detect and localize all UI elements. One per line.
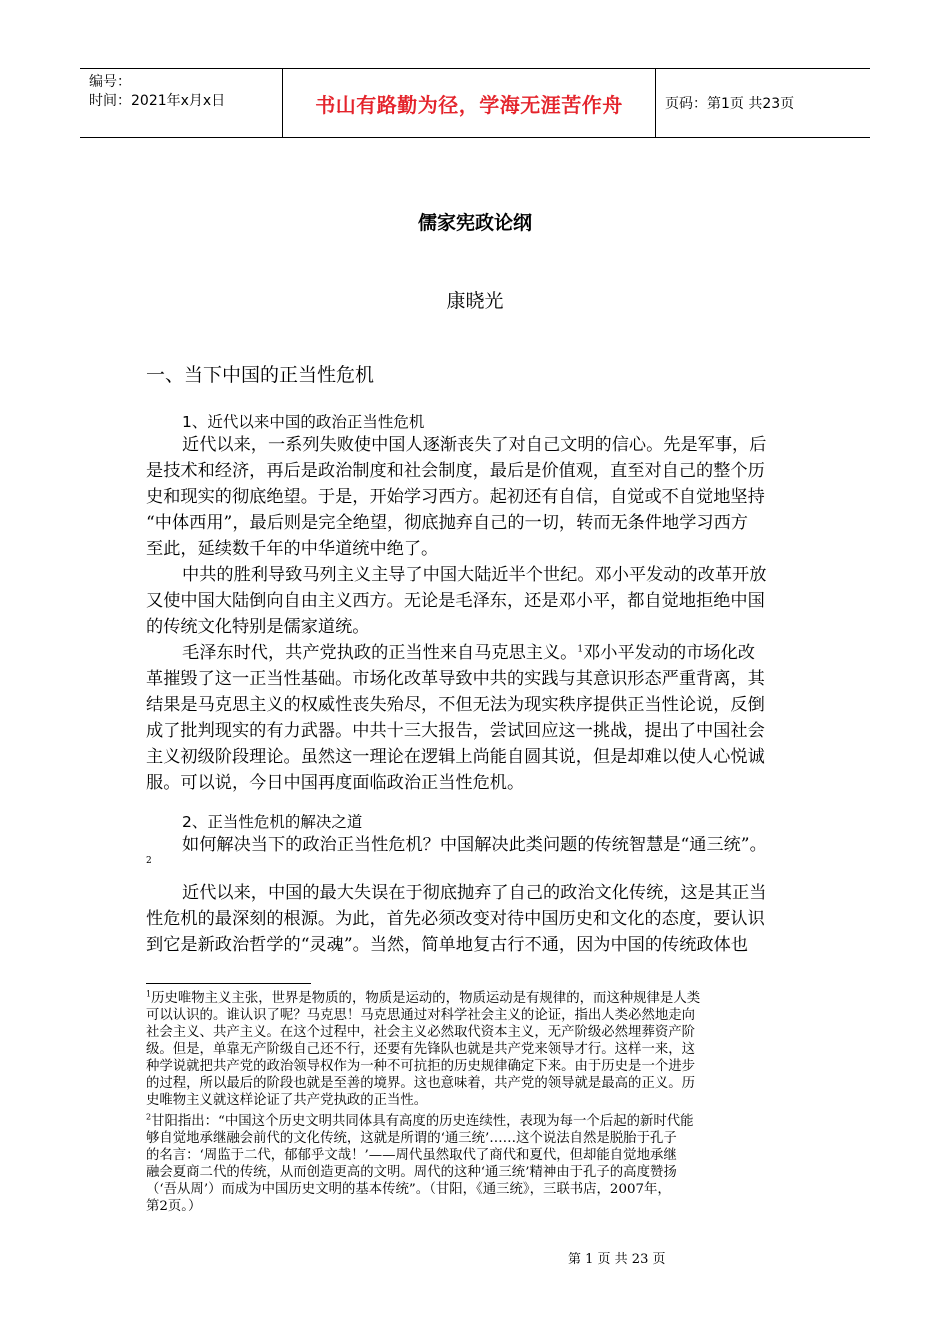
body-line: 革摧毁了这一正当性基础。市场化改革导致中共的实践与其意识形态严重背离，其 — [146, 669, 765, 689]
subsection-heading: 2、正当性危机的解决之道 — [182, 813, 363, 831]
body-line: 中共的胜利导致马列主义主导了中国大陆近半个世纪。邓小平发动的改革开放 — [182, 565, 767, 585]
body-text: 毛泽东时代，共产党执政的正当性来自马克思主义。 — [182, 643, 578, 663]
body-line: 史和现实的彻底绝望。于是，开始学习西方。起初还有自信，自觉或不自觉地坚持 — [146, 487, 765, 507]
header-page-info: 页码：第1页 共23页 — [665, 96, 795, 112]
footnote-line: 的名言：‘周监于二代，郁郁乎文哉！’——周代虽然取代了商代和夏代，但却能自觉地承继 — [146, 1148, 677, 1163]
footnote-text: 甘阳指出：“中国这个历史文明共同体具有高度的历史连续性，表现为每一个后起的新时代能 — [151, 1114, 694, 1129]
body-line: “中体西用”，最后则是完全绝望，彻底抛弃自己的一切，转而无条件地学习西方 — [146, 513, 748, 533]
footnote-number: 2 — [146, 1112, 152, 1122]
number-label: 编号： — [89, 74, 131, 90]
footnote-text: 历史唯物主义主张，世界是物质的，物质是运动的，物质运动是有规律的，而这种规律是人类 — [151, 991, 701, 1006]
footnote-line: （‘吾从周’）而成为中国历史文明的基本传统”。（甘阳，《通三统》，三联书店，2007年， — [146, 1182, 671, 1197]
footnote-separator — [146, 983, 311, 984]
body-text: 邓小平发动的市场化改 — [583, 643, 755, 663]
header-divider — [655, 69, 656, 137]
body-line: 至此，延续数千年的中华道统中绝了。 — [146, 539, 439, 559]
footnote-line: 够自觉地承继融会前代的文化传统，这就是所谓的‘通三统’……这个说法自然是脱胎于孔子 — [146, 1131, 677, 1146]
section-heading: 一、当下中国的正当性危机 — [146, 364, 375, 386]
footnote-line — [146, 1113, 694, 1130]
footnote-line — [146, 990, 700, 1007]
footnote-line: 第2页。） — [146, 1199, 202, 1214]
document-header — [80, 68, 870, 138]
document-author: 康晓光 — [446, 290, 504, 312]
footnote-ref[interactable]: 1 — [577, 644, 584, 655]
footnote-line: 种学说就把共产党的政治领导权作为一种不可抗拒的历史规律确定下来。由于历史是一个进步 — [146, 1059, 696, 1074]
subsection-heading: 1、近代以来中国的政治正当性危机 — [182, 413, 425, 431]
document-title: 儒家宪政论纲 — [417, 212, 532, 234]
body-line: 结果是马克思主义的权威性丧失殆尽，不但无法为现实秩序提供正当性论说，反倒 — [146, 695, 765, 715]
body-line: 性危机的最深刻的根源。为此，首先必须改变对待中国历史和文化的态度，要认识 — [146, 909, 765, 929]
header-motto: 书山有路勤为径，学海无涯苦作舟 — [315, 92, 623, 117]
page-footer: 第 1 页 共 23 页 — [568, 1252, 666, 1267]
footnote-line: 级。但是，单靠无产阶级自己还不行，还要有先锋队也就是共产党来领导才行。这样一来，这 — [146, 1042, 696, 1057]
footnote-line: 的过程，所以最后的阶段也就是至善的境界。这也意味着，共产党的领导就是最高的正义。历 — [146, 1076, 696, 1091]
body-line: 如何解决当下的政治正当性危机？中国解决此类问题的传统智慧是“通三统”。 — [182, 835, 767, 855]
header-meta — [80, 69, 282, 137]
body-line: 近代以来，中国的最大失误在于彻底抛弃了自己的政治文化传统，这是其正当 — [182, 883, 767, 903]
body-line: 近代以来，一系列失败使中国人逐渐丧失了对自己文明的信心。先是军事，后 — [182, 435, 767, 455]
body-line: 主义初级阶段理论。虽然这一理论在逻辑上尚能自圆其说，但是却难以使人心悦诚 — [146, 747, 765, 767]
body-line: 到它是新政治哲学的“灵魂”。当然，简单地复古行不通，因为中国的传统政体也 — [146, 935, 748, 955]
footnote-line: 史唯物主义就这样论证了共产党执政的正当性。 — [146, 1093, 428, 1108]
footnote-line: 可以认识的。谁认识了呢？马克思！马克思通过对科学社会主义的论证，指出人类必然地走向 — [146, 1008, 696, 1023]
body-line: 成了批判现实的有力武器。中共十三大报告，尝试回应这一挑战，提出了中国社会 — [146, 721, 765, 741]
body-line: 服。可以说，今日中国再度面临政治正当性危机。 — [146, 773, 525, 793]
footnote-line: 社会主义、共产主义。在这个过程中，社会主义必然取代资本主义，无产阶级必然埋葬资产阶 — [146, 1025, 696, 1040]
footnote-number: 1 — [146, 989, 152, 999]
footnote-ref[interactable]: 2 — [146, 856, 152, 866]
footnote-line: 融会夏商二代的传统，从而创造更高的文明。周代的这种‘通三统’精神由于孔子的高度赞扬 — [146, 1165, 677, 1180]
body-line: 是技术和经济，再后是政治制度和社会制度，最后是价值观，直至对自己的整个历 — [146, 461, 765, 481]
body-line — [182, 640, 755, 666]
body-line: 的传统文化特别是儒家道统。 — [146, 617, 370, 637]
date-label: 时间：2021年x月x日 — [89, 93, 226, 109]
body-line: 又使中国大陆倒向自由主义西方。无论是毛泽东，还是邓小平，都自觉地拒绝中国 — [146, 591, 765, 611]
